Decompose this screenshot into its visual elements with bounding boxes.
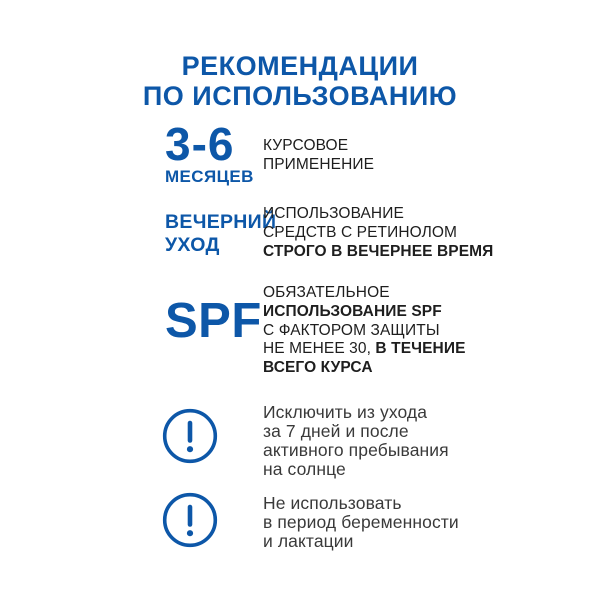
desc-line — [263, 205, 493, 224]
duration-value: 3-6 — [165, 118, 235, 170]
row-sun-warning — [0, 401, 600, 479]
row-course-duration — [0, 118, 600, 186]
sun-warning-description — [263, 403, 449, 479]
exclamation-circle-icon — [162, 492, 218, 548]
page-title — [0, 51, 600, 111]
spf-description — [263, 284, 466, 378]
evening-care-label — [165, 211, 276, 257]
pregnancy-warning-description — [263, 494, 459, 551]
text-segment: НЕ МЕНЕЕ 30, — [263, 340, 376, 358]
evening-care-label-line-1: ВЕЧЕРНИЙ — [165, 211, 277, 233]
text-segment: за 7 дней и после — [263, 421, 409, 441]
text-segment: в период беременности — [263, 512, 459, 532]
row-evening-care — [0, 204, 600, 260]
text-segment: КУРСОВОЕ — [263, 137, 349, 154]
spf-label: SPF — [165, 294, 262, 348]
duration-label — [165, 118, 254, 186]
desc-line — [263, 403, 449, 422]
text-segment: и лактации — [263, 531, 354, 551]
text-segment: СТРОГО В ВЕЧЕРНЕЕ ВРЕМЯ — [263, 242, 494, 260]
text-segment: Не использовать — [263, 493, 402, 513]
evening-care-label-line-2: УХОД — [165, 234, 220, 256]
desc-line — [263, 359, 466, 378]
desc-line — [263, 513, 459, 532]
desc-line — [263, 422, 449, 441]
desc-line — [263, 340, 466, 359]
desc-line — [263, 460, 449, 479]
text-segment: В ТЕЧЕНИЕ — [375, 340, 466, 358]
exclamation-circle-icon — [162, 408, 218, 464]
text-segment: СРЕДСТВ С РЕТИНОЛОМ — [263, 223, 458, 241]
desc-line — [263, 494, 459, 513]
text-segment: ИСПОЛЬЗОВАНИЕ — [263, 205, 404, 222]
text-segment: ОБЯЗАТЕЛЬНОЕ — [263, 284, 390, 301]
desc-line — [263, 322, 466, 341]
desc-line — [263, 441, 449, 460]
text-segment: ИСПОЛЬЗОВАНИЕ SPF — [263, 302, 442, 320]
desc-line — [263, 156, 374, 175]
text-segment: активного пребывания — [263, 440, 449, 460]
text-segment: С ФАКТОРОМ ЗАЩИТЫ — [263, 321, 440, 339]
row-spf — [0, 284, 600, 377]
desc-line — [263, 284, 466, 303]
page-title-line-2: ПО ИСПОЛЬЗОВАНИЮ — [142, 81, 458, 112]
text-segment: ПРИМЕНЕНИЕ — [263, 155, 375, 173]
text-segment: Исключить из ухода — [263, 402, 428, 422]
duration-unit: МЕСЯЦЕВ — [165, 167, 254, 186]
row-pregnancy-warning — [0, 491, 600, 551]
desc-line — [263, 303, 466, 322]
evening-care-description — [263, 205, 493, 261]
page-title-line-1: РЕКОМЕНДАЦИИ — [181, 51, 419, 82]
duration-description — [263, 137, 374, 175]
desc-line — [263, 224, 493, 243]
text-segment: ВСЕГО КУРСА — [263, 359, 373, 377]
desc-line — [263, 137, 374, 156]
desc-line — [263, 532, 459, 551]
text-segment: на солнце — [263, 459, 346, 479]
desc-line — [263, 243, 493, 262]
